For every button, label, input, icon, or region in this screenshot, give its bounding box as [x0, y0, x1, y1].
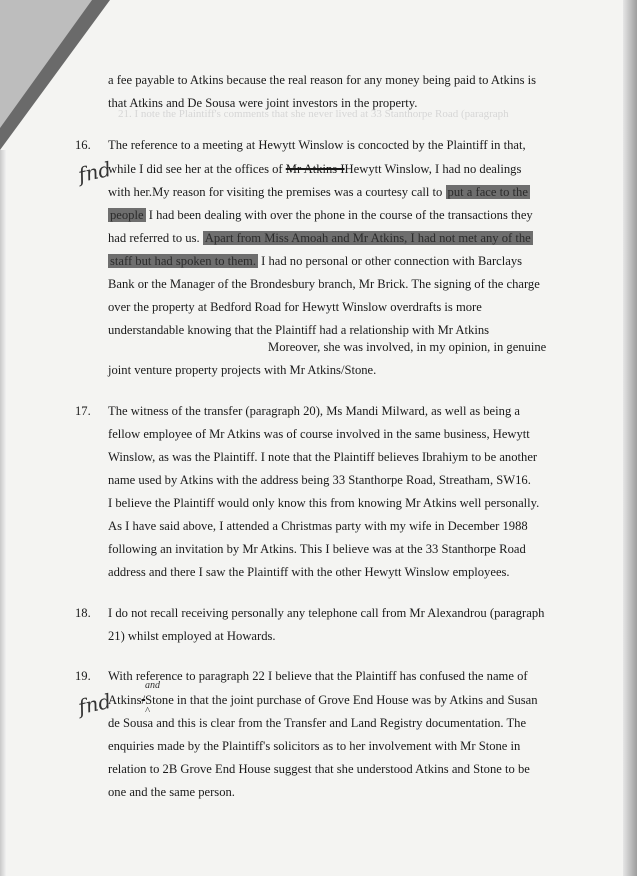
struck-text: /	[141, 693, 146, 707]
text-line: 21) whilst employed at Howards.	[108, 629, 276, 643]
text-segment: had referred to us.	[108, 231, 203, 245]
text-segment: with her.My reason for visiting the premises was a courtesy call to	[108, 185, 446, 199]
text-segment: Stone in that the joint purchase of Grove End House was by Atkins and Susan	[145, 693, 538, 707]
text-line: As I have said above, I attended a Christmas party with my wife in December 1988	[108, 519, 528, 533]
paragraph-number: 18.	[75, 606, 91, 620]
text-line: The reference to a meeting at Hewytt Winslow is concocted by the Plaintiff in that,	[108, 138, 526, 152]
text-line: Winslow, as was the Plaintiff. I note that the Plaintiff believes Ibrahiym to be another	[108, 450, 538, 464]
text-segment: while I did see her at the offices of	[108, 162, 286, 176]
text-line: a fee payable to Atkins because the real reason for any money being paid to Atkins is	[108, 73, 537, 87]
struck-text: Mr Atkins I	[285, 162, 345, 176]
handwritten-insertion: and	[145, 680, 160, 691]
text-line: that Atkins and De Sousa were joint investors in the property.	[108, 96, 418, 110]
text-line: relation to 2B Grove End House suggest that she understood Atkins and Stone to be	[108, 762, 530, 776]
text-segment: Hewytt Winslow	[344, 162, 429, 176]
page-shadow-right	[623, 0, 637, 876]
text-line	[108, 692, 538, 708]
text-line: The witness of the transfer (paragraph 20), Ms Mandi Milward, as well as being a	[108, 404, 520, 418]
highlighted-text: people	[110, 208, 144, 222]
insertion-caret: ^	[145, 705, 151, 717]
text-line: following an invitation by Mr Atkins. This I believe was at the 33 Stanthorpe Road	[108, 542, 526, 556]
paragraph-number: 16.	[75, 138, 91, 152]
text-line: Bank or the Manager of the Brondesbury branch, Mr Brick. The signing of the charge	[108, 277, 540, 291]
text-line: one and the same person.	[108, 785, 235, 799]
paragraph-number: 17.	[75, 404, 91, 418]
folded-corner	[0, 0, 92, 128]
highlighted-text: put a face to the	[447, 185, 528, 199]
text-line	[108, 161, 521, 177]
text-line	[108, 207, 533, 223]
text-line: over the property at Bedford Road for Hewytt Winslow overdrafts is more	[108, 300, 482, 314]
bleed-through-text: 21. I note the Plaintiff's comments that she never lived at 33 Stanthorpe Road (paragraph	[118, 108, 509, 120]
text-segment: Atkins	[108, 693, 142, 707]
handwritten-initials: fnd	[75, 688, 114, 720]
text-line: joint venture property projects with Mr Atkins/Stone.	[108, 363, 377, 377]
text-line: With reference to paragraph 22 I believe that the Plaintiff has confused the name of	[108, 669, 528, 683]
text-line: fellow employee of Mr Atkins was of course involved in the same business, Hewytt	[108, 427, 530, 441]
text-segment: , I had no dealings	[428, 162, 522, 176]
text-segment: I had been dealing with over the phone in the course of the transactions they	[145, 208, 533, 222]
handwritten-initials: fnd	[75, 156, 114, 188]
text-line: I do not recall receiving personally any telephone call from Mr Alexandrou (paragraph	[108, 606, 545, 620]
text-line	[108, 253, 522, 269]
text-line: name used by Atkins with the address being 33 Stanthorpe Road, Streatham, SW16.	[108, 473, 531, 487]
text-line: de Sousa and this is clear from the Transfer and Land Registry documentation. The	[108, 716, 527, 730]
text-segment: I had no personal or other connection with Barclays	[257, 254, 523, 268]
page-shadow-left	[0, 150, 6, 876]
text-line: Moreover, she was involved, in my opinion, in genuine	[268, 340, 547, 354]
text-line	[108, 230, 533, 246]
text-line	[108, 184, 530, 200]
paragraph-number: 19.	[75, 669, 91, 683]
text-line: I believe the Plaintiff would only know this from knowing Mr Atkins well personally.	[108, 496, 540, 510]
text-line: address and there I saw the Plaintiff with the other Hewytt Winslow employees.	[108, 565, 510, 579]
text-line: understandable knowing that the Plaintiff had a relationship with Mr Atkins	[108, 323, 490, 337]
highlighted-text: Apart from Miss Amoah and Mr Atkins, I had not met any of the	[204, 231, 531, 245]
text-line: enquiries made by the Plaintiff's solicitors as to her involvement with Mr Stone in	[108, 739, 521, 753]
highlighted-text: staff but had spoken to them.	[110, 254, 256, 268]
